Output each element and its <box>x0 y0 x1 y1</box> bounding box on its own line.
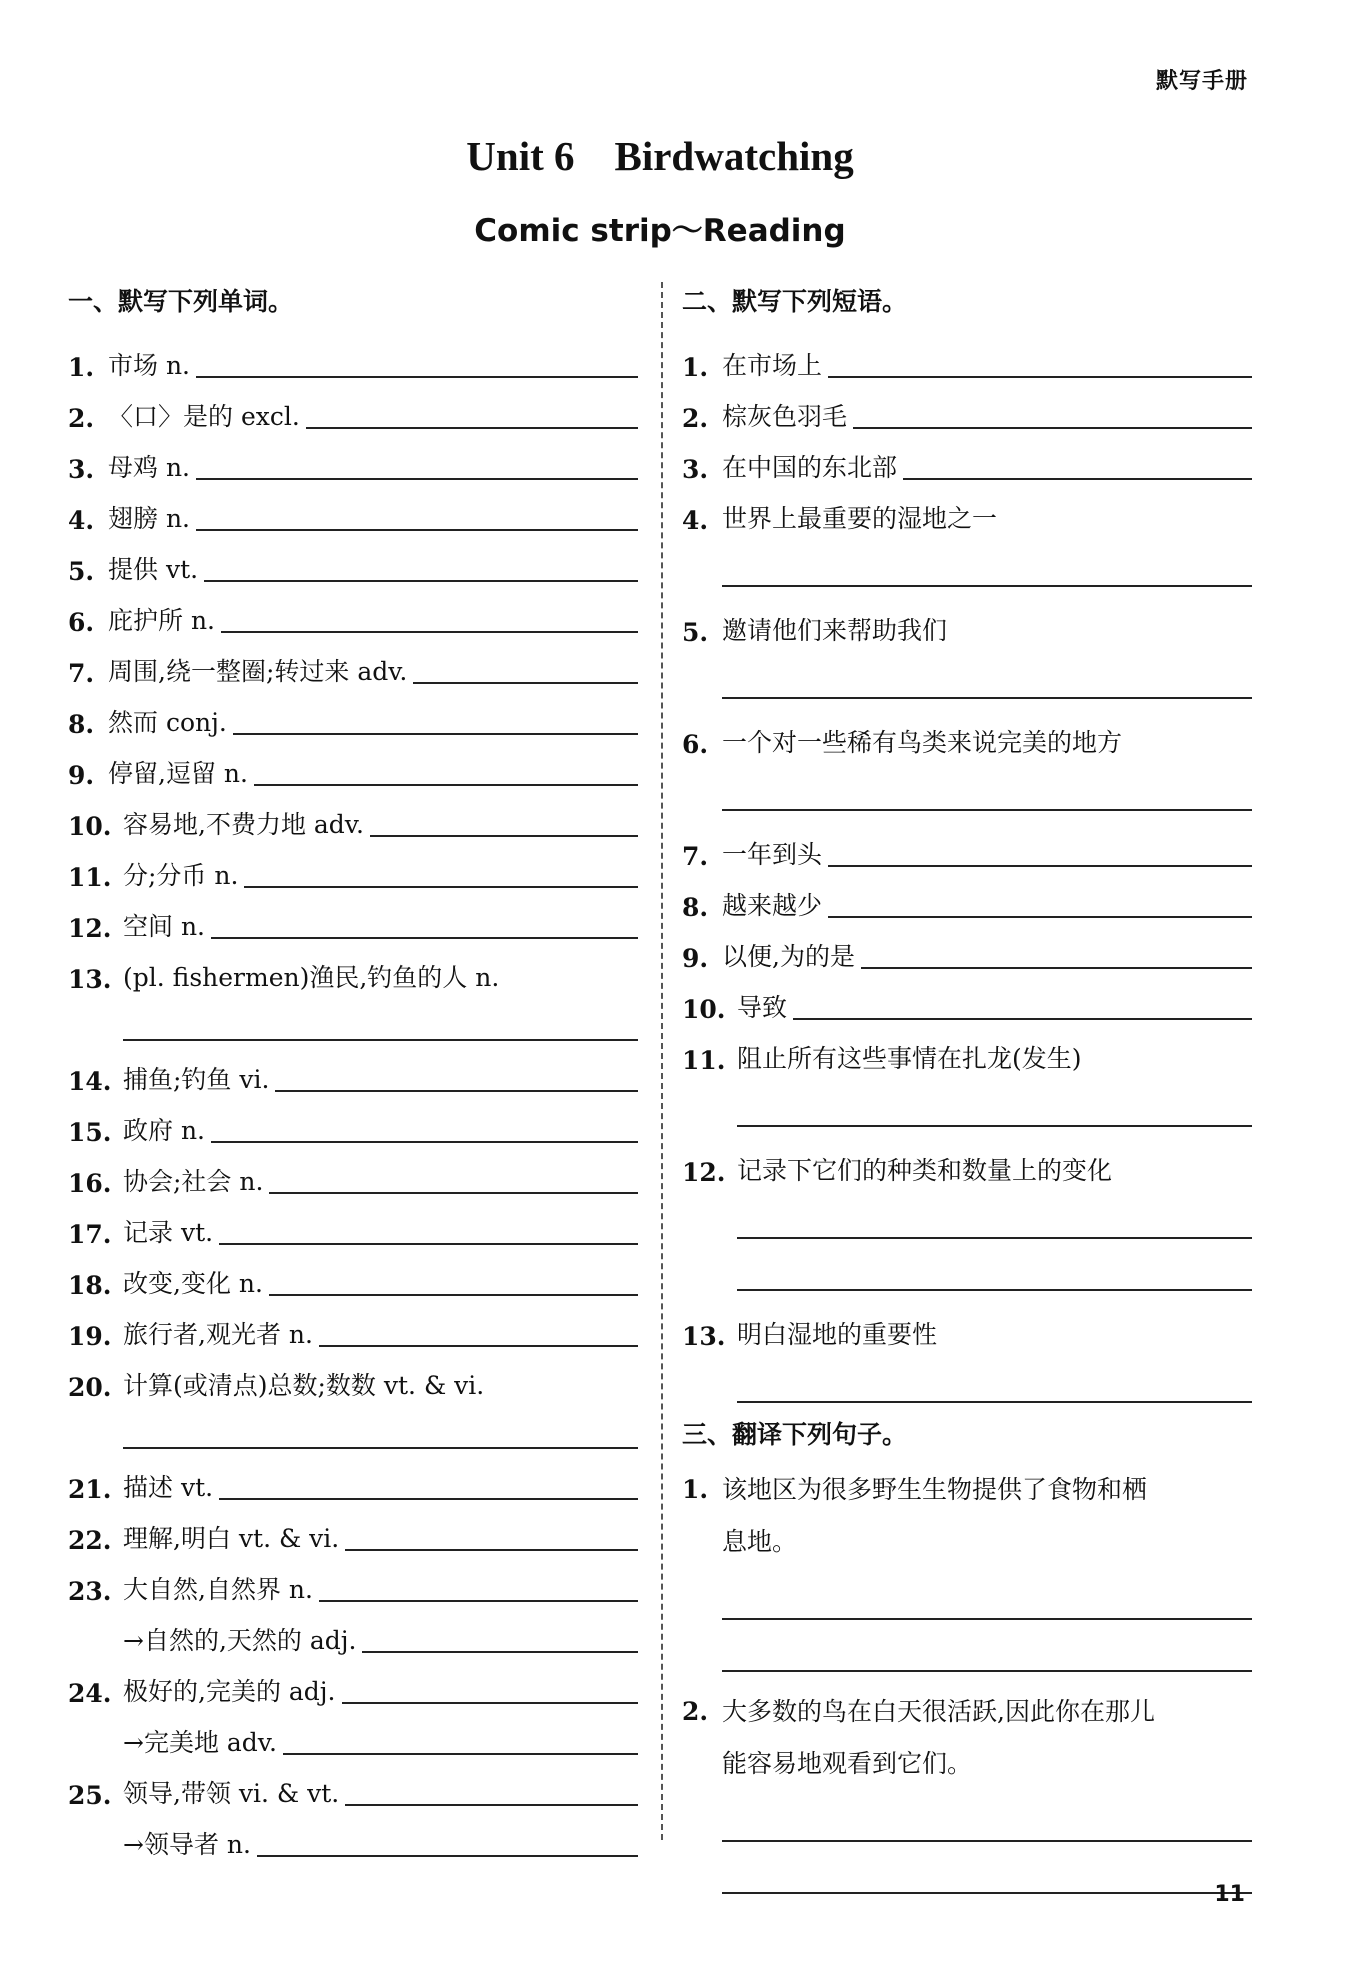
item-number: 8. <box>682 893 709 922</box>
answer-line[interactable] <box>211 1141 638 1143</box>
answer-line-row <box>682 1187 1252 1243</box>
answer-line[interactable] <box>413 682 638 684</box>
item-prompt: 市场 n. <box>108 351 190 380</box>
answer-line[interactable] <box>196 376 638 378</box>
item-number: 9. <box>682 944 709 973</box>
word-item <box>68 1657 638 1708</box>
word-item-derived <box>68 1810 638 1861</box>
item-prompt-line1: 该地区为很多野生生物提供了食物和栖 <box>722 1475 1148 1504</box>
item-prompt: 极好的,完美的 adj. <box>123 1677 336 1706</box>
word-item <box>68 943 638 994</box>
word-item <box>68 535 638 586</box>
item-number: 17. <box>68 1220 112 1249</box>
item-prompt: 一年到头 <box>722 840 823 869</box>
item-number: 22. <box>68 1526 112 1555</box>
item-number: 19. <box>68 1322 112 1351</box>
phrase-item <box>682 1295 1252 1351</box>
answer-line[interactable] <box>362 1651 638 1653</box>
item-number: 7. <box>682 842 709 871</box>
word-item <box>68 1249 638 1300</box>
item-prompt: 在中国的东北部 <box>722 453 898 482</box>
item-number: 4. <box>682 506 709 535</box>
item-prompt: 停留,逗留 n. <box>108 759 248 788</box>
word-item <box>68 382 638 433</box>
word-item <box>68 688 638 739</box>
item-prompt: 旅行者,观光者 n. <box>123 1320 313 1349</box>
item-number: 12. <box>68 914 112 943</box>
item-prompt: 在市场上 <box>722 351 823 380</box>
answer-line[interactable] <box>283 1753 638 1755</box>
item-prompt: 棕灰色羽毛 <box>722 402 848 431</box>
phrase-item <box>682 973 1252 1024</box>
item-number: 23. <box>68 1577 112 1606</box>
item-number: 13. <box>682 1322 726 1351</box>
item-number: 9. <box>68 761 95 790</box>
answer-line-row <box>682 1568 1252 1624</box>
answer-line[interactable] <box>722 1840 1252 1842</box>
phrase-item <box>682 1024 1252 1075</box>
answer-line[interactable] <box>257 1855 638 1857</box>
item-number: 5. <box>68 557 95 586</box>
answer-line-row <box>682 1075 1252 1131</box>
item-number: 1. <box>682 1475 709 1504</box>
answer-line[interactable] <box>861 967 1252 969</box>
item-prompt: 以便,为的是 <box>722 942 855 971</box>
item-number: 10. <box>682 995 726 1024</box>
item-prompt: 世界上最重要的湿地之一 <box>722 504 998 533</box>
item-number: 2. <box>682 404 709 433</box>
item-prompt: 空间 n. <box>123 912 205 941</box>
item-number: 1. <box>682 353 709 382</box>
word-item <box>68 1198 638 1249</box>
answer-line[interactable] <box>722 585 1252 587</box>
answer-line[interactable] <box>204 580 638 582</box>
word-item <box>68 1147 638 1198</box>
item-number: 16. <box>68 1169 112 1198</box>
item-number: 7. <box>68 659 95 688</box>
answer-line[interactable] <box>319 1345 638 1347</box>
word-item <box>68 790 638 841</box>
sentence-item <box>682 1464 1252 1568</box>
item-prompt: 翅膀 n. <box>108 504 190 533</box>
item-number: 11. <box>682 1046 726 1075</box>
answer-line[interactable] <box>828 865 1252 867</box>
word-item <box>68 433 638 484</box>
section-heading: 三、翻译下列句子。 <box>682 1420 908 1449</box>
phrase-item <box>682 331 1252 382</box>
item-number: 12. <box>682 1158 726 1187</box>
answer-line-row <box>682 535 1252 591</box>
item-number: 2. <box>682 1697 709 1726</box>
section-heading: 二、默写下列短语。 <box>682 287 908 316</box>
item-prompt: →自然的,天然的 adj. <box>123 1626 357 1655</box>
phrase-item <box>682 703 1252 759</box>
answer-line-row <box>682 1790 1252 1846</box>
item-prompt: 政府 n. <box>123 1116 205 1145</box>
item-prompt: 导致 <box>737 993 788 1022</box>
item-prompt: 越来越少 <box>722 891 823 920</box>
item-prompt: 庇护所 n. <box>108 606 215 635</box>
word-item-derived <box>68 1606 638 1657</box>
item-number: 20. <box>68 1373 112 1402</box>
word-item <box>68 1504 638 1555</box>
item-prompt: 计算(或清点)总数;数数 vt. & vi. <box>123 1371 485 1400</box>
answer-line[interactable] <box>737 1237 1252 1239</box>
answer-line[interactable] <box>722 809 1252 811</box>
answer-line[interactable] <box>345 1804 638 1806</box>
item-prompt: 容易地,不费力地 adv. <box>123 810 364 839</box>
answer-line[interactable] <box>196 478 638 480</box>
phrase-item <box>682 871 1252 922</box>
item-prompt-line1: 大多数的鸟在白天很活跃,因此你在那儿 <box>722 1697 1155 1726</box>
answer-line[interactable] <box>903 478 1252 480</box>
item-number: 11. <box>68 863 112 892</box>
phrase-item <box>682 591 1252 647</box>
item-number: 3. <box>682 455 709 484</box>
item-number: 1. <box>68 353 95 382</box>
answer-line[interactable] <box>219 1498 638 1500</box>
answer-line[interactable] <box>221 631 638 633</box>
answer-line-row <box>682 1243 1252 1295</box>
phrase-item <box>682 1131 1252 1187</box>
answer-line-row <box>68 1402 638 1453</box>
word-item <box>68 1045 638 1096</box>
item-number: 13. <box>68 965 112 994</box>
answer-line[interactable] <box>370 835 638 837</box>
item-number: 3. <box>68 455 95 484</box>
answer-line[interactable] <box>722 697 1252 699</box>
word-item <box>68 1555 638 1606</box>
page-number: 11 <box>1214 1882 1245 1907</box>
handbook-tag: 默写手册 <box>1155 69 1248 94</box>
section-heading: 一、默写下列单词。 <box>68 287 294 316</box>
item-number: 15. <box>68 1118 112 1147</box>
item-prompt: 母鸡 n. <box>108 453 190 482</box>
answer-line[interactable] <box>269 1192 638 1194</box>
item-number: 25. <box>68 1781 112 1810</box>
answer-line-row <box>68 994 638 1045</box>
answer-line[interactable] <box>828 916 1252 918</box>
answer-line-row <box>682 1624 1252 1676</box>
item-number: 21. <box>68 1475 112 1504</box>
item-prompt: 记录下它们的种类和数量上的变化 <box>737 1156 1113 1185</box>
answer-line[interactable] <box>269 1294 638 1296</box>
item-prompt: 分;分币 n. <box>123 861 239 890</box>
sentence-item <box>682 1686 1252 1790</box>
answer-line[interactable] <box>737 1125 1252 1127</box>
word-item <box>68 1759 638 1810</box>
item-prompt: 大自然,自然界 n. <box>123 1575 313 1604</box>
item-number: 14. <box>68 1067 112 1096</box>
answer-line[interactable] <box>123 1039 638 1041</box>
phrase-item <box>682 922 1252 973</box>
phrase-item <box>682 433 1252 484</box>
item-prompt: (pl. fishermen)渔民,钓鱼的人 n. <box>123 963 500 992</box>
word-item <box>68 1300 638 1351</box>
answer-line[interactable] <box>254 784 638 786</box>
word-item <box>68 841 638 892</box>
answer-line-row <box>682 647 1252 703</box>
item-prompt-line2: 能容易地观看到它们。 <box>722 1749 973 1778</box>
phrase-item <box>682 815 1252 871</box>
phrases-section <box>682 280 1252 1898</box>
item-number: 6. <box>68 608 95 637</box>
item-prompt: 然而 conj. <box>108 708 227 737</box>
item-prompt: 提供 vt. <box>108 555 199 584</box>
item-number: 10. <box>68 812 112 841</box>
answer-line[interactable] <box>793 1018 1252 1020</box>
lesson-subtitle: Comic strip～Reading <box>474 213 846 249</box>
item-prompt-line2: 息地。 <box>722 1527 798 1556</box>
item-number: 5. <box>682 618 709 647</box>
word-item <box>68 637 638 688</box>
word-item <box>68 331 638 382</box>
item-prompt: 记录 vt. <box>123 1218 214 1247</box>
word-item-derived <box>68 1708 638 1759</box>
answer-line[interactable] <box>342 1702 638 1704</box>
answer-line[interactable] <box>196 529 638 531</box>
item-prompt: 明白湿地的重要性 <box>737 1320 938 1349</box>
unit-number: Unit 6 <box>466 133 575 179</box>
answer-line-row <box>682 759 1252 815</box>
item-prompt: 理解,明白 vt. & vi. <box>123 1524 340 1553</box>
item-prompt: →领导者 n. <box>123 1830 251 1859</box>
answer-line[interactable] <box>219 1243 638 1245</box>
answer-line[interactable] <box>275 1090 638 1092</box>
answer-line[interactable] <box>319 1600 638 1602</box>
words-section <box>68 280 638 1861</box>
answer-line[interactable] <box>233 733 638 735</box>
answer-line[interactable] <box>123 1447 638 1449</box>
item-prompt: 描述 vt. <box>123 1473 214 1502</box>
word-item <box>68 739 638 790</box>
item-number: 6. <box>682 730 709 759</box>
word-item <box>68 586 638 637</box>
item-prompt: 捕鱼;钓鱼 vi. <box>123 1065 270 1094</box>
item-prompt: 一个对一些稀有鸟类来说完美的地方 <box>722 728 1123 757</box>
answer-line[interactable] <box>211 937 638 939</box>
answer-line[interactable] <box>737 1289 1252 1291</box>
answer-line[interactable] <box>244 886 638 888</box>
answer-line[interactable] <box>737 1401 1252 1403</box>
answer-line-row <box>682 1846 1252 1898</box>
word-item <box>68 892 638 943</box>
word-item <box>68 1096 638 1147</box>
item-prompt: →完美地 adv. <box>123 1728 277 1757</box>
column-divider <box>661 282 663 1840</box>
unit-title <box>0 132 1320 180</box>
word-item <box>68 1453 638 1504</box>
item-prompt: 改变,变化 n. <box>123 1269 263 1298</box>
item-prompt: 领导,带领 vi. & vt. <box>123 1779 340 1808</box>
answer-line[interactable] <box>306 427 638 429</box>
item-number: 18. <box>68 1271 112 1300</box>
item-prompt: 阻止所有这些事情在扎龙(发生) <box>737 1044 1082 1073</box>
item-prompt: 邀请他们来帮助我们 <box>722 616 948 645</box>
item-prompt: 协会;社会 n. <box>123 1167 264 1196</box>
answer-line[interactable] <box>722 1670 1252 1672</box>
word-item <box>68 484 638 535</box>
answer-line-row <box>682 1351 1252 1407</box>
answer-line[interactable] <box>828 376 1252 378</box>
answer-line[interactable] <box>853 427 1252 429</box>
word-item <box>68 1351 638 1402</box>
item-prompt: 〈口〉是的 excl. <box>108 402 300 431</box>
item-number: 8. <box>68 710 95 739</box>
phrase-item <box>682 382 1252 433</box>
unit-name: Birdwatching <box>614 133 854 179</box>
answer-line[interactable] <box>722 1618 1252 1620</box>
item-prompt: 周围,绕一整圈;转过来 adv. <box>108 657 408 686</box>
item-number: 2. <box>68 404 95 433</box>
answer-line[interactable] <box>345 1549 638 1551</box>
item-number: 4. <box>68 506 95 535</box>
answer-line[interactable] <box>722 1892 1252 1894</box>
item-number: 24. <box>68 1679 112 1708</box>
phrase-item <box>682 484 1252 535</box>
